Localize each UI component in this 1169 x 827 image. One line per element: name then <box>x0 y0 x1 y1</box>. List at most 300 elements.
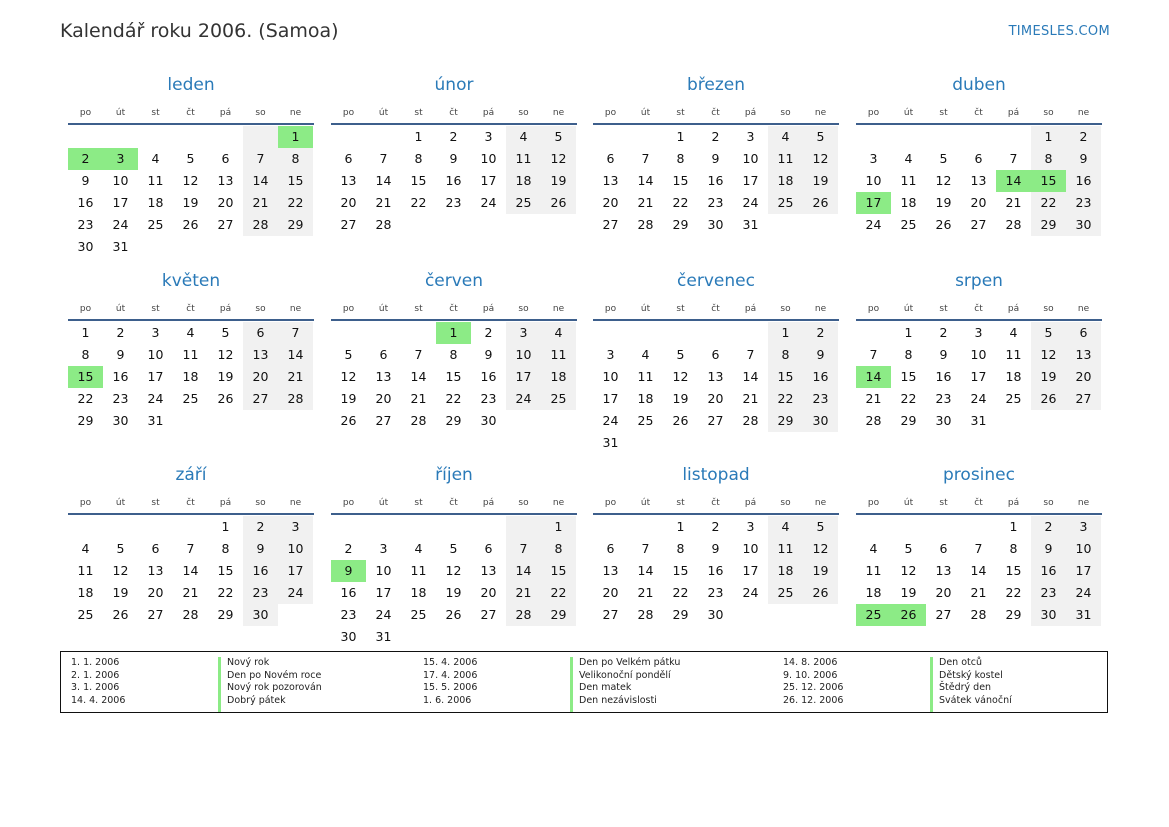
day-cell: 8 <box>676 541 685 556</box>
day-cell: 5 <box>904 541 913 556</box>
day-cell: 19 <box>217 369 234 384</box>
empty-cell <box>401 322 436 344</box>
day-cell: 29 <box>1005 607 1022 622</box>
day-cell: 26 <box>1031 388 1066 410</box>
month-name: únor <box>434 75 474 95</box>
day-cell: 26 <box>541 192 576 214</box>
day-cell: 9 <box>803 344 838 366</box>
weekday-label: po <box>79 108 92 118</box>
day-cell: 6 <box>344 151 353 166</box>
day-cell: 23 <box>1031 582 1066 604</box>
day-cell: 3 <box>484 129 493 144</box>
day-grid <box>593 322 838 454</box>
weekday-label: po <box>79 498 92 508</box>
weekday-label: st <box>676 498 685 508</box>
day-cell: 11 <box>865 563 882 578</box>
day-cell: 20 <box>375 391 392 406</box>
day-cell: 17 <box>480 173 497 188</box>
day-cell: 12 <box>217 347 234 362</box>
day-cell: 9 <box>1031 538 1066 560</box>
day-cell: 22 <box>278 192 313 214</box>
day-cell: 14 <box>970 563 987 578</box>
day-cell: 7 <box>414 347 423 362</box>
day-cell: 8 <box>541 538 576 560</box>
day-cell: 7 <box>1009 151 1018 166</box>
weekday-label: út <box>903 304 914 314</box>
day-cell: 17 <box>375 585 392 600</box>
holiday-date: 1. 6. 2006 <box>423 694 472 706</box>
day-cell: 1 <box>904 325 913 340</box>
day-cell: 4 <box>186 325 195 340</box>
day-cell: 13 <box>375 369 392 384</box>
day-cell: 6 <box>606 541 615 556</box>
day-grid <box>331 126 576 236</box>
weekday-header <box>68 299 314 321</box>
day-cell: 8 <box>414 151 423 166</box>
day-cell: 13 <box>602 563 619 578</box>
month-name: březen <box>686 75 746 95</box>
empty-cell <box>208 126 243 148</box>
weekday-label: pá <box>219 498 232 508</box>
day-cell: 14 <box>996 170 1031 192</box>
holiday-date: 15. 5. 2006 <box>423 682 478 693</box>
day-cell: 8 <box>449 347 458 362</box>
day-cell: 1 <box>541 516 576 538</box>
weekday-label: po <box>342 304 355 314</box>
empty-cell <box>961 126 996 148</box>
day-cell: 2 <box>711 129 720 144</box>
day-cell: 2 <box>449 129 458 144</box>
holiday-name: Svátek vánoční <box>939 694 1012 706</box>
day-cell: 27 <box>480 607 497 622</box>
weekday-label: so <box>255 108 266 118</box>
day-cell: 15 <box>217 563 234 578</box>
day-cell: 10 <box>375 563 392 578</box>
empty-cell <box>891 126 926 148</box>
legend-names <box>218 657 423 712</box>
day-cell: 21 <box>742 391 759 406</box>
weekday-label: so <box>1043 108 1054 118</box>
month-block <box>68 73 314 258</box>
weekday-label: st <box>939 498 948 508</box>
day-cell: 24 <box>112 217 129 232</box>
empty-cell <box>856 322 891 344</box>
day-cell: 19 <box>112 585 129 600</box>
day-cell: 27 <box>602 217 619 232</box>
day-cell: 19 <box>182 195 199 210</box>
day-cell: 28 <box>410 413 427 428</box>
month-name: září <box>175 465 207 485</box>
day-cell: 1 <box>81 325 90 340</box>
day-cell: 13 <box>1066 344 1101 366</box>
day-cell: 31 <box>147 413 164 428</box>
day-cell: 9 <box>81 173 90 188</box>
weekday-header <box>331 299 577 321</box>
empty-cell <box>366 322 401 344</box>
weekday-label: pá <box>744 108 757 118</box>
day-cell: 13 <box>147 563 164 578</box>
day-cell: 1 <box>436 322 471 344</box>
weekday-label: út <box>640 498 651 508</box>
legend-names <box>930 657 1119 712</box>
holiday-date: 14. 4. 2006 <box>71 694 126 706</box>
day-cell: 29 <box>768 410 803 432</box>
day-cell: 18 <box>410 585 427 600</box>
day-cell: 29 <box>900 413 917 428</box>
day-cell: 12 <box>182 173 199 188</box>
empty-cell <box>856 516 891 538</box>
day-cell: 23 <box>340 607 357 622</box>
day-cell: 10 <box>602 369 619 384</box>
month-block <box>856 269 1102 432</box>
day-cell: 11 <box>77 563 94 578</box>
day-cell: 22 <box>768 388 803 410</box>
day-cell: 29 <box>672 607 689 622</box>
day-cell: 31 <box>112 239 129 254</box>
day-cell: 10 <box>742 151 759 166</box>
day-cell: 29 <box>77 413 94 428</box>
day-cell: 6 <box>711 347 720 362</box>
weekday-label: čt <box>449 304 458 314</box>
day-cell: 29 <box>445 413 462 428</box>
day-cell: 7 <box>278 322 313 344</box>
day-cell: 5 <box>116 541 125 556</box>
month-block <box>593 269 839 454</box>
weekday-label: so <box>1043 304 1054 314</box>
empty-cell <box>138 516 173 538</box>
day-cell: 4 <box>869 541 878 556</box>
day-cell: 4 <box>768 126 803 148</box>
holiday-date: 9. 10. 2006 <box>783 669 838 681</box>
day-cell: 17 <box>506 366 541 388</box>
empty-cell <box>366 126 401 148</box>
weekday-header <box>593 103 839 125</box>
day-cell: 16 <box>340 585 357 600</box>
day-cell: 5 <box>676 347 685 362</box>
day-grid <box>331 322 576 432</box>
empty-cell <box>926 516 961 538</box>
day-cell: 11 <box>182 347 199 362</box>
weekday-header <box>331 103 577 125</box>
holiday-name: Dětský kostel <box>939 669 1003 681</box>
weekday-label: st <box>151 498 160 508</box>
day-cell: 3 <box>506 322 541 344</box>
holiday-date: 26. 12. 2006 <box>783 694 844 706</box>
brand-link[interactable]: TIMESLES.COM <box>1008 24 1110 39</box>
day-cell: 23 <box>243 582 278 604</box>
day-cell: 12 <box>935 173 952 188</box>
day-cell: 27 <box>243 388 278 410</box>
day-cell: 22 <box>410 195 427 210</box>
day-cell: 20 <box>602 195 619 210</box>
weekday-label: po <box>79 304 92 314</box>
day-cell: 12 <box>1031 344 1066 366</box>
weekday-label: st <box>414 498 423 508</box>
day-cell: 27 <box>707 413 724 428</box>
legend-column <box>783 657 1119 712</box>
day-cell: 20 <box>707 391 724 406</box>
weekday-label: čt <box>711 108 720 118</box>
day-cell: 28 <box>278 388 313 410</box>
legend-dates <box>423 657 570 712</box>
day-cell: 13 <box>707 369 724 384</box>
day-cell: 14 <box>637 173 654 188</box>
month-block <box>331 73 577 236</box>
day-cell: 12 <box>803 538 838 560</box>
month-name: květen <box>161 271 221 291</box>
day-cell: 30 <box>1066 214 1101 236</box>
weekday-label: ne <box>289 108 302 118</box>
weekday-label: pá <box>482 108 495 118</box>
day-cell: 17 <box>1066 560 1101 582</box>
day-cell: 17 <box>112 195 129 210</box>
day-cell: 20 <box>147 585 164 600</box>
day-cell: 16 <box>707 563 724 578</box>
empty-cell <box>698 322 733 344</box>
day-cell: 21 <box>1005 195 1022 210</box>
day-cell: 16 <box>243 560 278 582</box>
weekday-label: pá <box>482 304 495 314</box>
day-cell: 2 <box>484 325 493 340</box>
day-cell: 10 <box>480 151 497 166</box>
day-cell: 18 <box>1005 369 1022 384</box>
day-cell: 5 <box>939 151 948 166</box>
holiday-name: Štědrý den <box>939 682 992 693</box>
day-cell: 17 <box>970 369 987 384</box>
empty-cell <box>471 516 506 538</box>
day-grid <box>593 516 838 626</box>
day-cell: 16 <box>935 369 952 384</box>
weekday-header <box>68 493 314 515</box>
day-cell: 11 <box>1005 347 1022 362</box>
day-cell: 25 <box>541 388 576 410</box>
day-cell: 25 <box>856 604 891 626</box>
day-cell: 21 <box>637 585 654 600</box>
empty-cell <box>173 516 208 538</box>
day-cell: 4 <box>81 541 90 556</box>
day-cell: 9 <box>1066 148 1101 170</box>
weekday-label: pá <box>219 108 232 118</box>
holiday-date: 15. 4. 2006 <box>423 657 478 668</box>
empty-cell <box>628 126 663 148</box>
day-cell: 30 <box>707 607 724 622</box>
weekday-label: pá <box>744 498 757 508</box>
day-cell: 10 <box>1066 538 1101 560</box>
month-block <box>331 463 577 648</box>
month-block <box>331 269 577 432</box>
day-cell: 13 <box>340 173 357 188</box>
day-cell: 13 <box>217 173 234 188</box>
day-cell: 24 <box>970 391 987 406</box>
day-cell: 19 <box>340 391 357 406</box>
day-cell: 11 <box>541 344 576 366</box>
day-cell: 22 <box>1005 585 1022 600</box>
day-cell: 14 <box>375 173 392 188</box>
day-cell: 29 <box>278 214 313 236</box>
day-cell: 28 <box>506 604 541 626</box>
day-cell: 7 <box>186 541 195 556</box>
day-cell: 11 <box>637 369 654 384</box>
month-name: listopad <box>682 465 750 485</box>
day-cell: 10 <box>742 541 759 556</box>
day-cell: 15 <box>672 173 689 188</box>
day-cell: 3 <box>278 516 313 538</box>
day-cell: 28 <box>243 214 278 236</box>
day-cell: 20 <box>602 585 619 600</box>
day-cell: 14 <box>856 366 891 388</box>
weekday-label: so <box>255 498 266 508</box>
weekday-label: po <box>342 498 355 508</box>
day-cell: 23 <box>480 391 497 406</box>
weekday-header <box>593 299 839 321</box>
empty-cell <box>436 516 471 538</box>
day-cell: 11 <box>768 148 803 170</box>
weekday-label: pá <box>482 498 495 508</box>
day-cell: 15 <box>900 369 917 384</box>
weekday-label: út <box>115 498 126 508</box>
day-cell: 16 <box>112 369 129 384</box>
day-cell: 26 <box>217 391 234 406</box>
day-cell: 26 <box>803 192 838 214</box>
day-grid <box>856 516 1101 626</box>
day-cell: 22 <box>217 585 234 600</box>
day-cell: 6 <box>221 151 230 166</box>
weekday-label: st <box>414 108 423 118</box>
weekday-label: st <box>939 304 948 314</box>
empty-cell <box>593 322 628 344</box>
day-cell: 8 <box>904 347 913 362</box>
empty-cell <box>173 126 208 148</box>
day-cell: 26 <box>935 217 952 232</box>
day-cell: 10 <box>970 347 987 362</box>
day-cell: 29 <box>672 217 689 232</box>
day-cell: 28 <box>1005 217 1022 232</box>
empty-cell <box>961 516 996 538</box>
day-cell: 27 <box>1066 388 1101 410</box>
day-cell: 24 <box>480 195 497 210</box>
day-cell: 27 <box>935 607 952 622</box>
empty-cell <box>996 126 1031 148</box>
weekday-label: ne <box>1077 304 1090 314</box>
day-cell: 23 <box>1066 192 1101 214</box>
holiday-name: Den matek <box>579 682 632 693</box>
day-cell: 24 <box>1066 582 1101 604</box>
day-cell: 20 <box>970 195 987 210</box>
day-cell: 16 <box>803 366 838 388</box>
weekday-label: čt <box>974 108 983 118</box>
day-cell: 18 <box>77 585 94 600</box>
holiday-name: Nový rok pozorován <box>227 682 322 693</box>
day-cell: 26 <box>112 607 129 622</box>
day-cell: 24 <box>865 217 882 232</box>
holiday-name: Velikonoční pondělí <box>579 669 671 681</box>
day-cell: 9 <box>484 347 493 362</box>
day-cell: 21 <box>182 585 199 600</box>
day-cell: 18 <box>768 170 803 192</box>
day-cell: 14 <box>182 563 199 578</box>
day-cell: 8 <box>1009 541 1018 556</box>
day-cell: 27 <box>217 217 234 232</box>
day-cell: 28 <box>742 413 759 428</box>
month-block <box>68 463 314 626</box>
empty-cell <box>733 322 768 344</box>
month-block <box>856 463 1102 626</box>
weekday-label: po <box>867 108 880 118</box>
weekday-label: pá <box>1007 498 1020 508</box>
day-cell: 24 <box>375 607 392 622</box>
day-cell: 25 <box>506 192 541 214</box>
month-name: červen <box>424 271 484 291</box>
month-name: srpen <box>955 271 1003 291</box>
empty-cell <box>68 126 103 148</box>
day-cell: 8 <box>278 148 313 170</box>
day-cell: 8 <box>768 344 803 366</box>
day-cell: 12 <box>803 148 838 170</box>
day-cell: 5 <box>344 347 353 362</box>
month-name: leden <box>167 75 215 95</box>
weekday-label: pá <box>1007 108 1020 118</box>
day-cell: 22 <box>1031 192 1066 214</box>
day-cell: 3 <box>746 519 755 534</box>
holiday-name: Den otců <box>939 657 982 668</box>
day-cell: 10 <box>506 344 541 366</box>
day-cell: 27 <box>602 607 619 622</box>
holiday-date: 3. 1. 2006 <box>71 682 120 693</box>
day-cell: 1 <box>768 322 803 344</box>
day-cell: 21 <box>410 391 427 406</box>
weekday-label: so <box>780 498 791 508</box>
day-cell: 6 <box>484 541 493 556</box>
day-cell: 25 <box>77 607 94 622</box>
day-cell: 23 <box>112 391 129 406</box>
weekday-label: ne <box>552 108 565 118</box>
day-cell: 15 <box>1005 563 1022 578</box>
day-cell: 21 <box>243 192 278 214</box>
empty-cell <box>663 322 698 344</box>
weekday-label: so <box>255 304 266 314</box>
day-cell: 17 <box>856 192 891 214</box>
day-cell: 30 <box>243 604 278 626</box>
weekday-label: čt <box>974 498 983 508</box>
day-cell: 30 <box>803 410 838 432</box>
day-cell: 25 <box>182 391 199 406</box>
day-cell: 30 <box>340 629 357 644</box>
day-cell: 25 <box>410 607 427 622</box>
day-cell: 12 <box>541 148 576 170</box>
day-cell: 26 <box>672 413 689 428</box>
day-cell: 11 <box>410 563 427 578</box>
day-cell: 3 <box>1066 516 1101 538</box>
empty-cell <box>926 126 961 148</box>
weekday-label: st <box>414 304 423 314</box>
empty-cell <box>593 516 628 538</box>
day-cell: 21 <box>278 366 313 388</box>
day-cell: 6 <box>151 541 160 556</box>
day-cell: 10 <box>865 173 882 188</box>
day-cell: 3 <box>606 347 615 362</box>
day-grid <box>68 516 313 626</box>
day-cell: 21 <box>506 582 541 604</box>
day-cell: 13 <box>970 173 987 188</box>
legend-column <box>71 657 423 712</box>
holiday-name: Den po Velkém pátku <box>579 657 681 668</box>
day-cell: 2 <box>243 516 278 538</box>
empty-cell <box>891 516 926 538</box>
day-cell: 24 <box>742 195 759 210</box>
month-name: duben <box>952 75 1006 95</box>
day-cell: 18 <box>637 391 654 406</box>
empty-cell <box>103 516 138 538</box>
